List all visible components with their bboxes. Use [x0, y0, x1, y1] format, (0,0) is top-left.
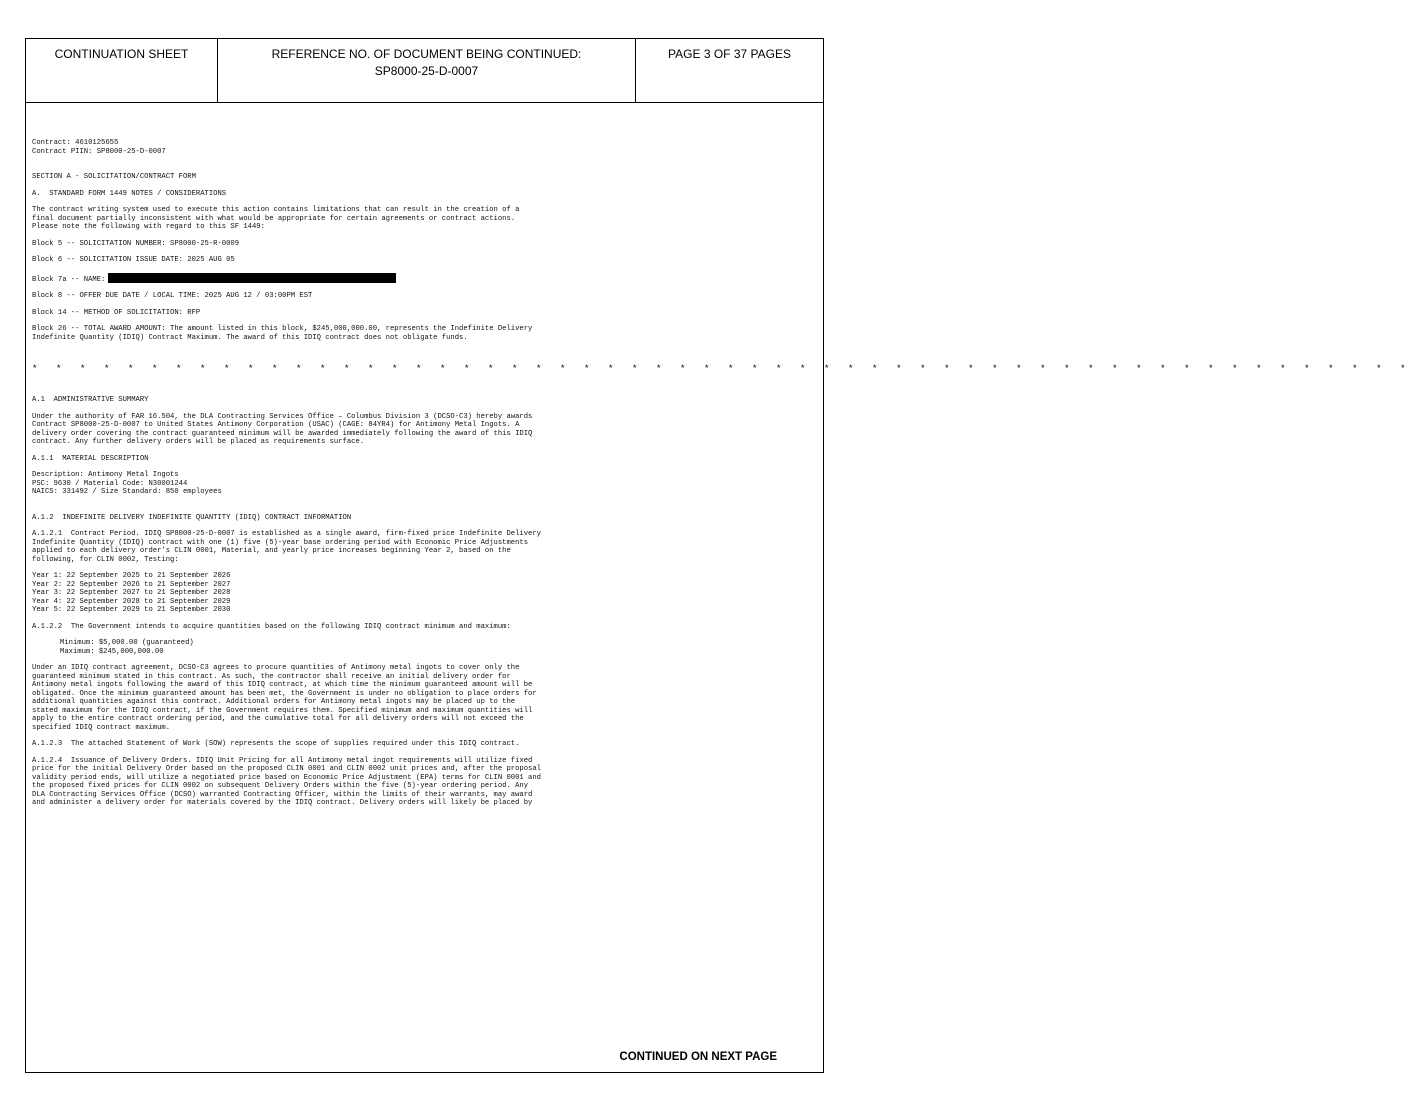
block-5: Block 5 -- SOLICITATION NUMBER: SP8000-25-R-0009	[32, 239, 240, 248]
document-body	[32, 139, 1412, 808]
idiq-agreement-text: Under an IDIQ contract agreement, DCSO-C3 agrees to procure quantities of Antimony metal ingots to cover only the guaranteed minimum stated in this contract. As such, the contractor shall receive an initial delivery order for Antimony metal ingots following the award of this IDIQ contract, at which time the minimum guaranteed amount will be obligated. Once the minimum guaranteed amount has been met, the Government is under no obligation to place orders for additional quantities against this contract. Additional orders for Antimony metal ingots may be placed up to the stated maximum for the IDIQ contract, if the Government requires them. Specified minimum and maximum quantities will apply to the entire contract ordering period, and the cumulative total for all delivery orders will not exceed the specified IDIQ contract maximum.	[32, 664, 537, 732]
a122-text: A.1.2.2 The Government intends to acquire quantities based on the following IDIQ contract minimum and maximum:	[32, 622, 511, 631]
a1-title: A.1 ADMINISTRATIVE SUMMARY	[32, 396, 149, 404]
block-26: Block 26 -- TOTAL AWARD AMOUNT: The amount listed in this block, $245,000,000.00, represents the Indefinite Delivery Indefinite Quantity (IDIQ) Contract Maximum. The award of this IDIQ contract does not obligate funds.	[32, 325, 533, 342]
continued-footer: CONTINUED ON NEXT PAGE	[619, 1051, 777, 1063]
section-a-subtitle: A. STANDARD FORM 1449 NOTES / CONSIDERATIONS	[32, 189, 227, 198]
header-page-label: PAGE 3 OF 37 PAGES	[668, 47, 791, 61]
header-reference-cell	[218, 39, 636, 102]
header-reference-label: REFERENCE NO. OF DOCUMENT BEING CONTINUED:	[271, 47, 582, 61]
section-a-title: SECTION A - SOLICITATION/CONTRACT FORM	[32, 173, 196, 181]
block-8: Block 8 -- OFFER DUE DATE / LOCAL TIME: 2025 AUG 12 / 03:00PM EST	[32, 292, 313, 300]
a11-text: Description: Antimony Metal Ingots PSC: 9630 / Material Code: N30001244 NAICS: 331492 / Size Standard: 850 employees	[32, 471, 222, 496]
redaction-bar	[108, 273, 396, 283]
contract-min-max: Minimum: $5,000.00 (guaranteed) Maximum: $245,000,000.00	[60, 639, 194, 656]
block-6: Block 6 -- SOLICITATION ISSUE DATE: 2025 AUG 05	[32, 256, 235, 264]
header-row	[26, 39, 823, 103]
contract-piin: Contract PIIN: SP8000-25-D-0007	[32, 147, 166, 156]
sf1449-intro: The contract writing system used to execute this action contains limitations that can result in the creation of a final document partially inconsistent with what would be appropriate for certain agreements or contract actions. Please note the following with regard to this SF 1449:	[32, 206, 520, 231]
separator-stars: * * * * * * * * * * * * * * * * * * * * * * * * * * * * * * * * * * * * * * * * * * * * * * * * * * * * * * * * * *	[32, 364, 1412, 374]
header-left-label: CONTINUATION SHEET	[54, 47, 189, 61]
header-page-cell	[636, 39, 823, 102]
header-continuation-cell	[26, 39, 218, 102]
a123-text: A.1.2.3 The attached Statement of Work (SOW) represents the scope of supplies required under this IDIQ contract.	[32, 740, 520, 748]
contract-number: Contract: 4610125655	[32, 139, 119, 147]
a12-title: A.1.2 INDEFINITE DELIVERY INDEFINITE QUANTITY (IDIQ) CONTRACT INFORMATION	[32, 513, 352, 522]
a121-text: A.1.2.1 Contract Period. IDIQ SP8000-25-D-0007 is established as a single award, firm-fixed price Indefinite Delivery Indefinite Quantity (IDIQ) contract with one (1) five (5)-year base ordering period with Economic Price Adjustments applied to each delivery order’s CLIN 0001, Material, and yearly price increases beginning Year 2, based on the following, for CLIN 0002, Testing:	[32, 530, 541, 564]
block-7a	[32, 273, 820, 285]
a11-title: A.1.1 MATERIAL DESCRIPTION	[32, 454, 149, 463]
a124-text: A.1.2.4 Issuance of Delivery Orders. IDIQ Unit Pricing for all Antimony metal ingot requirements will utilize fixed price for the initial Delivery Order based on the proposed CLIN 0001 and CLIN 0002 unit prices and, after the proposal validity period ends, will utilize a negotiated price based on Economic Price Adjustment (EPA) terms for CLIN 0001 and the proposed fixed prices for CLIN 0002 on subsequent Delivery Orders within the five (5)-year ordering period. Any DLA Contracting Services Office (DCSO) warranted Contracting Officer, within the limits of their warrants, may award and administer a delivery order for materials covered by the IDIQ contract. Delivery orders will likely be placed by	[32, 756, 541, 807]
continuation-sheet	[25, 38, 1412, 1073]
block-7a-label: Block 7a -- NAME:	[32, 275, 106, 284]
header-reference-number: SP8000-25-D-0007	[374, 64, 479, 78]
contract-years: Year 1: 22 September 2025 to 21 September 2026 Year 2: 22 September 2026 to 21 September 2027 Year 3: 22 September 2027 to 21 September 2028 Year 4: 22 September 2028 to 21 September 2029 Year 5: 22 September 2029 to 21 September 2030	[32, 572, 231, 614]
a1-text: Under the authority of FAR 16.504, the DLA Contracting Services Office – Columbus Division 3 (DCSO-C3) hereby awards Contract SP8000-25-D-0007 to United States Antimony Corporation (USAC) (CAGE: 84YR4) for Antimony Metal Ingots. A delivery order covering the contract guaranteed minimum will be awarded immediately following the award of this IDIQ contract. Any further delivery orders will be placed as requirements surface.	[32, 412, 533, 446]
block-14: Block 14 -- METHOD OF SOLICITATION: RFP	[32, 308, 201, 317]
